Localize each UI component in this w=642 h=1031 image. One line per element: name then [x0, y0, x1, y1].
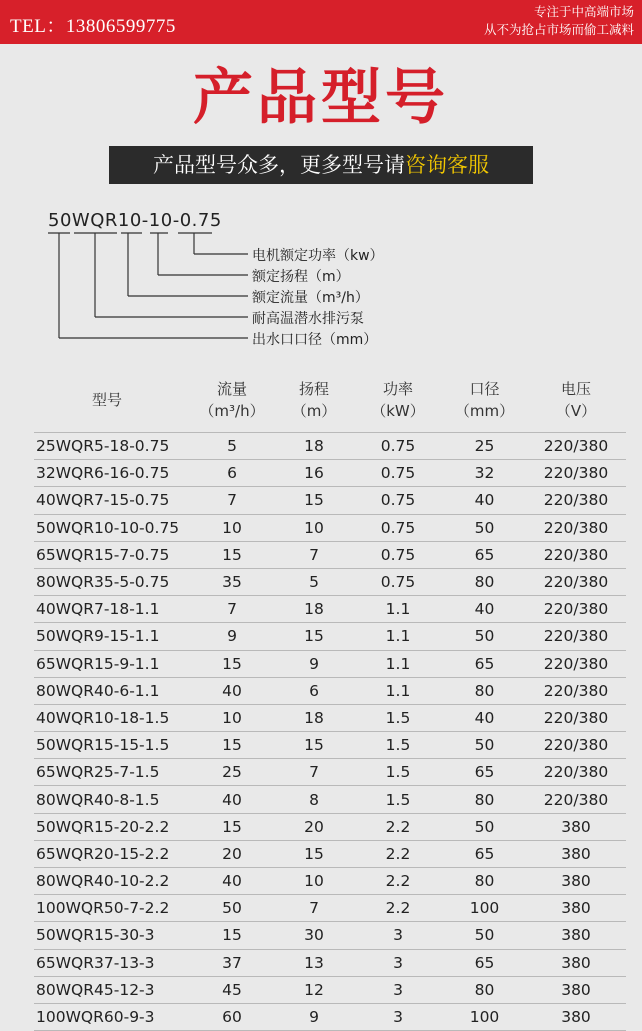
cell-head: 13	[275, 949, 353, 976]
cell-model: 65WQR15-9-1.1	[34, 650, 189, 677]
cell-head: 8	[275, 786, 353, 813]
cell-power: 1.1	[353, 677, 443, 704]
cell-flow: 35	[189, 568, 275, 595]
cell-head: 10	[275, 514, 353, 541]
column-header-label: 流量	[216, 380, 247, 398]
cell-flow: 7	[189, 596, 275, 623]
cell-power: 3	[353, 976, 443, 1003]
cell-flow: 25	[189, 759, 275, 786]
cell-diameter: 40	[443, 487, 526, 514]
cell-model: 65WQR25-7-1.5	[34, 759, 189, 786]
cell-model: 40WQR7-18-1.1	[34, 596, 189, 623]
cell-diameter: 80	[443, 786, 526, 813]
cell-flow: 60	[189, 1003, 275, 1030]
cell-power: 1.5	[353, 759, 443, 786]
model-code-diagram	[0, 205, 642, 355]
table-row	[34, 868, 626, 895]
column-header-label: 功率	[382, 380, 413, 398]
cell-diameter: 40	[443, 596, 526, 623]
cell-power: 2.2	[353, 840, 443, 867]
cell-voltage: 380	[526, 813, 626, 840]
cell-diameter: 80	[443, 868, 526, 895]
cell-model: 50WQR15-20-2.2	[34, 813, 189, 840]
cell-flow: 40	[189, 786, 275, 813]
label-pump-type: 耐高温潜水排污泵	[252, 311, 364, 327]
cell-flow: 15	[189, 732, 275, 759]
cell-diameter: 65	[443, 759, 526, 786]
cell-model: 80WQR40-8-1.5	[34, 786, 189, 813]
table-row	[34, 596, 626, 623]
cell-voltage: 380	[526, 922, 626, 949]
column-header-unit: （mm）	[454, 402, 515, 420]
cell-head: 15	[275, 732, 353, 759]
cell-power: 0.75	[353, 541, 443, 568]
table-row	[34, 732, 626, 759]
cell-diameter: 50	[443, 922, 526, 949]
table-row	[34, 976, 626, 1003]
cell-diameter: 65	[443, 840, 526, 867]
table-row	[34, 568, 626, 595]
cell-power: 0.75	[353, 514, 443, 541]
cell-head: 15	[275, 623, 353, 650]
slogan	[484, 3, 634, 39]
cell-flow: 15	[189, 541, 275, 568]
cell-model: 100WQR50-7-2.2	[34, 895, 189, 922]
cell-diameter: 100	[443, 1003, 526, 1030]
column-header-voltage	[526, 378, 626, 433]
cell-model: 65WQR15-7-0.75	[34, 541, 189, 568]
cell-head: 18	[275, 433, 353, 460]
banner-highlight[interactable]: 咨询客服	[405, 153, 489, 177]
cell-diameter: 65	[443, 650, 526, 677]
telephone-number[interactable]: TEL：13806599775	[10, 16, 176, 37]
label-rated-flow: 额定流量（m³/h）	[252, 290, 369, 306]
cell-model: 65WQR37-13-3	[34, 949, 189, 976]
cell-power: 2.2	[353, 868, 443, 895]
code-part-head: -10	[141, 210, 173, 231]
cell-voltage: 380	[526, 895, 626, 922]
cell-diameter: 80	[443, 677, 526, 704]
consult-banner	[109, 146, 533, 184]
banner-text: 产品型号众多，更多型号请	[153, 153, 405, 177]
column-header-flow	[189, 378, 275, 433]
cell-head: 7	[275, 895, 353, 922]
cell-model: 80WQR40-10-2.2	[34, 868, 189, 895]
cell-power: 1.1	[353, 596, 443, 623]
cell-diameter: 50	[443, 514, 526, 541]
slogan-line-1: 专注于中高端市场	[533, 4, 634, 19]
table-row	[34, 514, 626, 541]
cell-voltage: 220/380	[526, 759, 626, 786]
cell-voltage: 220/380	[526, 650, 626, 677]
cell-model: 25WQR5-18-0.75	[34, 433, 189, 460]
table-row	[34, 650, 626, 677]
column-header-head	[275, 378, 353, 433]
label-motor-power: 电机额定功率（kw）	[252, 248, 384, 264]
cell-flow: 15	[189, 922, 275, 949]
cell-model: 50WQR15-30-3	[34, 922, 189, 949]
cell-head: 18	[275, 704, 353, 731]
table-row	[34, 541, 626, 568]
top-banner	[0, 0, 642, 44]
cell-voltage: 220/380	[526, 541, 626, 568]
table-row	[34, 460, 626, 487]
code-part-type: WQR	[71, 210, 118, 231]
cell-flow: 40	[189, 868, 275, 895]
column-header-unit: （kW）	[371, 402, 425, 420]
cell-head: 9	[275, 650, 353, 677]
cell-model: 80WQR45-12-3	[34, 976, 189, 1003]
column-header-label: 扬程	[298, 380, 329, 398]
cell-head: 15	[275, 487, 353, 514]
cell-power: 2.2	[353, 895, 443, 922]
column-header-unit: （m）	[291, 402, 337, 420]
table-row	[34, 922, 626, 949]
column-header-label: 电压	[560, 380, 591, 398]
spec-table	[34, 378, 626, 1031]
cell-voltage: 220/380	[526, 514, 626, 541]
cell-voltage: 220/380	[526, 786, 626, 813]
cell-flow: 50	[189, 895, 275, 922]
cell-flow: 40	[189, 677, 275, 704]
cell-flow: 10	[189, 704, 275, 731]
cell-flow: 5	[189, 433, 275, 460]
column-header-label: 型号	[92, 391, 123, 409]
table-row	[34, 840, 626, 867]
cell-head: 10	[275, 868, 353, 895]
cell-diameter: 40	[443, 704, 526, 731]
cell-diameter: 100	[443, 895, 526, 922]
code-part-flow: 10	[117, 210, 142, 231]
table-row	[34, 813, 626, 840]
cell-voltage: 220/380	[526, 487, 626, 514]
column-header-power	[353, 378, 443, 433]
cell-head: 6	[275, 677, 353, 704]
cell-flow: 15	[189, 813, 275, 840]
table-row	[34, 1003, 626, 1030]
cell-voltage: 380	[526, 976, 626, 1003]
table-row	[34, 677, 626, 704]
cell-diameter: 32	[443, 460, 526, 487]
cell-voltage: 380	[526, 1003, 626, 1030]
table-row	[34, 704, 626, 731]
cell-flow: 37	[189, 949, 275, 976]
table-row	[34, 487, 626, 514]
label-rated-head: 额定扬程（m）	[252, 269, 350, 285]
table-row	[34, 433, 626, 460]
cell-power: 0.75	[353, 460, 443, 487]
cell-model: 80WQR40-6-1.1	[34, 677, 189, 704]
column-header-unit: （m³/h）	[199, 402, 265, 420]
cell-diameter: 25	[443, 433, 526, 460]
cell-power: 3	[353, 1003, 443, 1030]
cell-model: 50WQR15-15-1.5	[34, 732, 189, 759]
cell-head: 12	[275, 976, 353, 1003]
cell-power: 0.75	[353, 568, 443, 595]
column-header-model	[34, 378, 189, 433]
cell-diameter: 65	[443, 541, 526, 568]
cell-voltage: 220/380	[526, 433, 626, 460]
table-row	[34, 786, 626, 813]
cell-diameter: 50	[443, 813, 526, 840]
cell-model: 40WQR7-15-0.75	[34, 487, 189, 514]
cell-flow: 45	[189, 976, 275, 1003]
column-header-diameter	[443, 378, 526, 433]
cell-model: 100WQR60-9-3	[34, 1003, 189, 1030]
cell-diameter: 80	[443, 976, 526, 1003]
cell-voltage: 220/380	[526, 677, 626, 704]
cell-diameter: 65	[443, 949, 526, 976]
code-part-power: -0.75	[172, 210, 222, 231]
cell-voltage: 220/380	[526, 568, 626, 595]
cell-head: 5	[275, 568, 353, 595]
cell-voltage: 380	[526, 868, 626, 895]
cell-power: 1.1	[353, 650, 443, 677]
cell-power: 1.5	[353, 704, 443, 731]
cell-diameter: 50	[443, 623, 526, 650]
column-header-unit: （V）	[555, 402, 597, 420]
table-row	[34, 895, 626, 922]
cell-flow: 10	[189, 514, 275, 541]
cell-voltage: 220/380	[526, 460, 626, 487]
cell-head: 20	[275, 813, 353, 840]
table-row	[34, 759, 626, 786]
cell-flow: 6	[189, 460, 275, 487]
cell-power: 1.1	[353, 623, 443, 650]
page-title: 产品型号	[193, 63, 449, 133]
cell-flow: 15	[189, 650, 275, 677]
cell-flow: 20	[189, 840, 275, 867]
cell-model: 50WQR10-10-0.75	[34, 514, 189, 541]
cell-head: 15	[275, 840, 353, 867]
cell-flow: 7	[189, 487, 275, 514]
column-header-label: 口径	[469, 380, 500, 398]
cell-power: 0.75	[353, 433, 443, 460]
cell-voltage: 220/380	[526, 704, 626, 731]
cell-head: 7	[275, 541, 353, 568]
cell-power: 1.5	[353, 786, 443, 813]
cell-model: 65WQR20-15-2.2	[34, 840, 189, 867]
cell-voltage: 380	[526, 949, 626, 976]
cell-power: 2.2	[353, 813, 443, 840]
cell-diameter: 50	[443, 732, 526, 759]
cell-model: 40WQR10-18-1.5	[34, 704, 189, 731]
cell-power: 1.5	[353, 732, 443, 759]
cell-voltage: 220/380	[526, 732, 626, 759]
cell-model: 80WQR35-5-0.75	[34, 568, 189, 595]
cell-head: 18	[275, 596, 353, 623]
label-outlet-diameter: 出水口口径（mm）	[252, 332, 378, 348]
slogan-line-2: 从不为抢占市场而偷工减料	[483, 22, 634, 37]
code-part-diameter: 50	[48, 210, 72, 231]
cell-power: 3	[353, 949, 443, 976]
cell-model: 32WQR6-16-0.75	[34, 460, 189, 487]
cell-flow: 9	[189, 623, 275, 650]
cell-head: 16	[275, 460, 353, 487]
cell-head: 7	[275, 759, 353, 786]
cell-voltage: 380	[526, 840, 626, 867]
cell-head: 9	[275, 1003, 353, 1030]
cell-voltage: 220/380	[526, 596, 626, 623]
table-header-row	[34, 378, 626, 433]
cell-power: 0.75	[353, 487, 443, 514]
table-row	[34, 949, 626, 976]
cell-model: 50WQR9-15-1.1	[34, 623, 189, 650]
cell-head: 30	[275, 922, 353, 949]
table-row	[34, 623, 626, 650]
cell-power: 3	[353, 922, 443, 949]
cell-diameter: 80	[443, 568, 526, 595]
cell-voltage: 220/380	[526, 623, 626, 650]
table-body	[34, 433, 626, 1031]
